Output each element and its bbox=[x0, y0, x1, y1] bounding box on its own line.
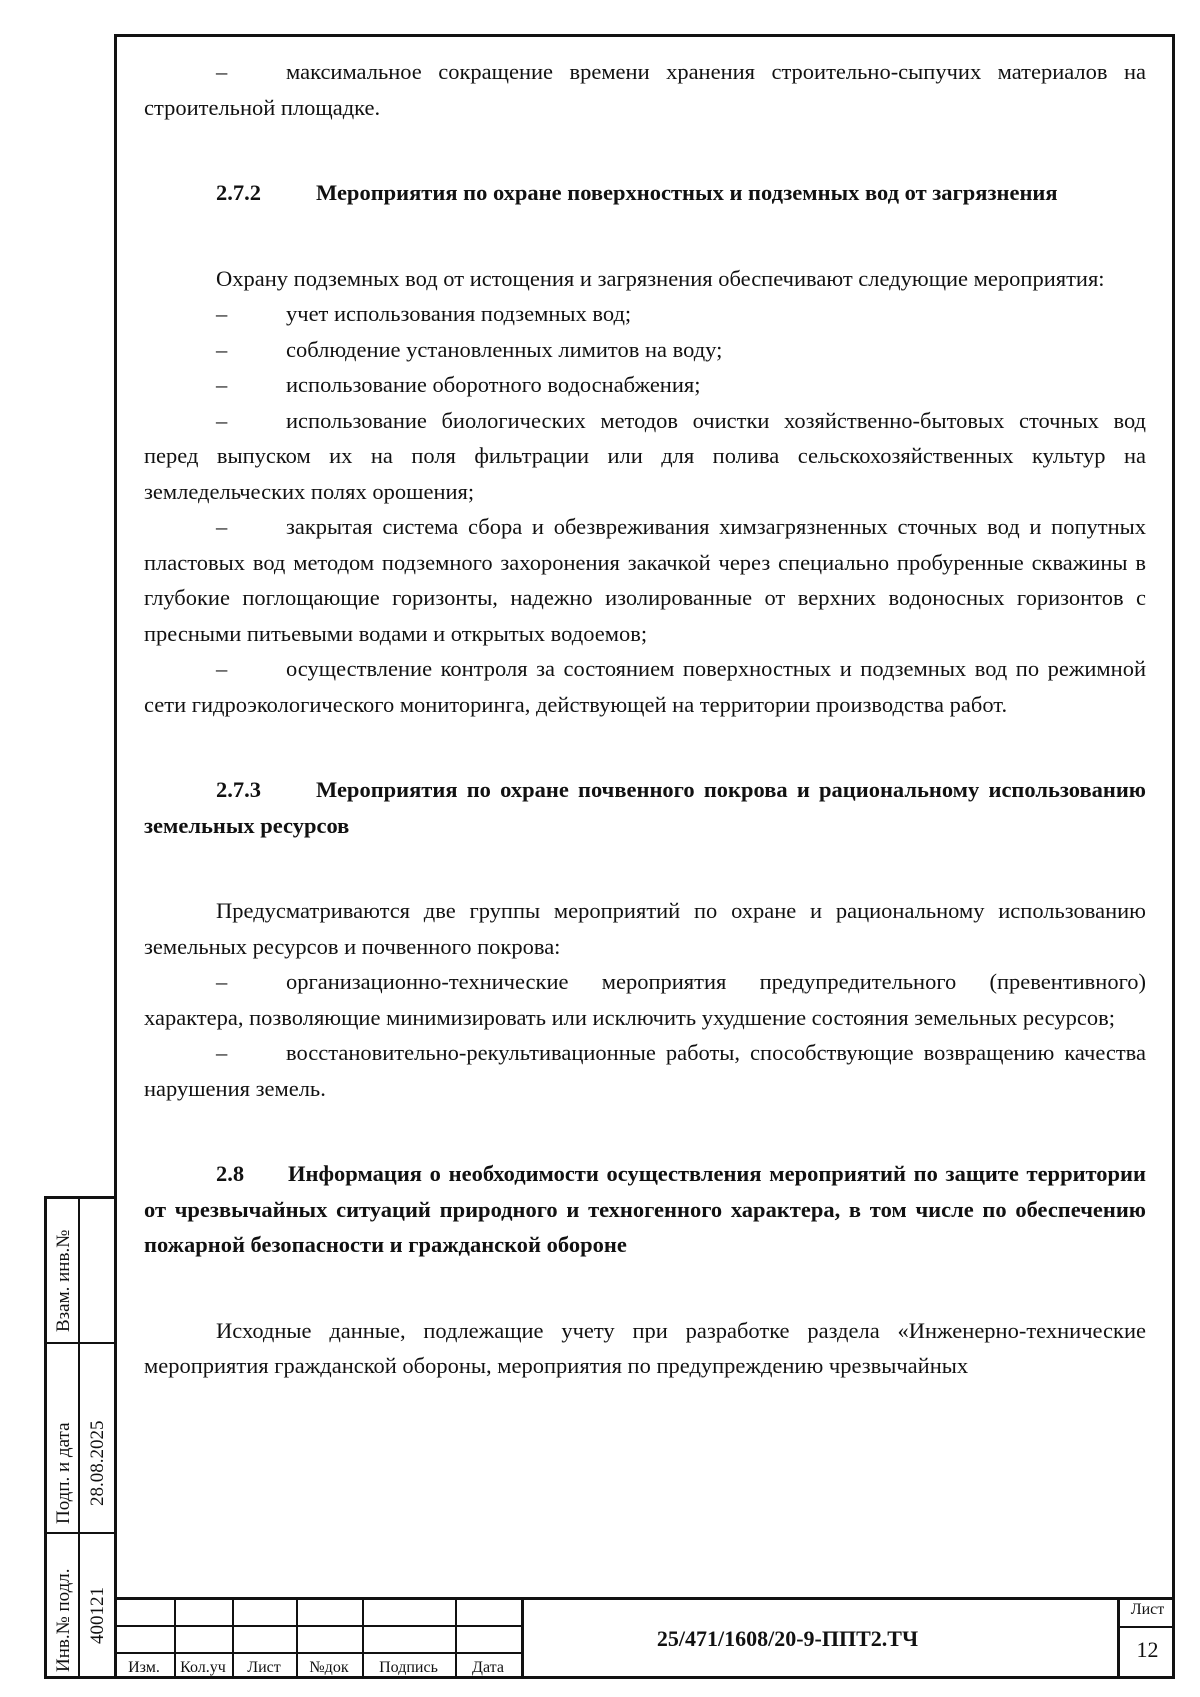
section-number: 2.7.2 bbox=[216, 180, 261, 205]
list-item-text: организационно-технические мероприятия предупредительного (превентивного) характера, позволяющие минимизировать или исключить ухудшение состояния земельных ресурсов; bbox=[144, 969, 1146, 1030]
section-title: Мероприятия по охране почвенного покрова и рациональному использованию земельных ресурсов bbox=[144, 777, 1146, 838]
section-title: Мероприятия по охране поверхностных и подземных вод от загрязнения bbox=[316, 180, 1058, 205]
dash-marker: – bbox=[216, 656, 228, 681]
list-item-text: использование биологических методов очистки хозяйственно-бытовых сточных вод перед выпуском их на поля фильтрации или для полива сельскохозяйственных культур на земледельческих полях орошения; bbox=[144, 407, 1146, 504]
dash-marker: – bbox=[216, 336, 228, 362]
stamp-label: Взам. инв.№ bbox=[53, 1229, 74, 1332]
list-item-text: осуществление контроля за состоянием поверхностных и подземных вод по режимной сети гидроэкологического мониторинга, действующей на территории производства работ. bbox=[144, 656, 1146, 717]
section-heading-2-7-2 bbox=[144, 175, 1146, 211]
section-heading-2-7-3 bbox=[144, 772, 1146, 843]
dash-marker: – bbox=[216, 301, 228, 326]
section-number: 2.8 bbox=[216, 1161, 245, 1186]
stamp-inventory-number: 400121 bbox=[87, 1587, 108, 1644]
list-item bbox=[144, 964, 1146, 1035]
stamp-label: Подп. и дата bbox=[53, 1422, 74, 1524]
col-label: Кол.уч bbox=[180, 1659, 226, 1676]
list-item bbox=[144, 54, 1146, 125]
list-item-text: учет использования подземных вод; bbox=[286, 301, 632, 326]
list-item bbox=[144, 296, 1146, 332]
list-item bbox=[144, 1035, 1146, 1106]
col-label: Подпись bbox=[379, 1659, 438, 1676]
stamp-date: 28.08.2025 bbox=[87, 1420, 108, 1506]
list-item bbox=[144, 403, 1146, 510]
dash-marker: – bbox=[216, 969, 228, 994]
title-block bbox=[114, 1599, 1175, 1679]
section-title: Информация о необходимости осуществления мероприятий по защите территории от чрезвычайных ситуаций природного и техногенного характера, в том числе по обеспечению пожарной безопасности и гражданской обороне bbox=[144, 1161, 1146, 1257]
paragraph: Охрану подземных вод от истощения и загрязнения обеспечивают следующие мероприятия: bbox=[216, 265, 1105, 291]
list-item-text: максимальное сокращение времени хранения строительно-сыпучих материалов на строительной площадке. bbox=[144, 59, 1146, 120]
col-label: Дата bbox=[472, 1659, 504, 1676]
paragraph: Исходные данные, подлежащие учету при разработке раздела «Инженерно-технические мероприятия гражданской обороны, мероприятия по предупреждению чрезвычайных bbox=[144, 1317, 1146, 1378]
stamp-cell-inv bbox=[47, 1534, 114, 1679]
dash-marker: – bbox=[216, 514, 228, 539]
sheet-box bbox=[1117, 1599, 1175, 1679]
col-label: №док bbox=[309, 1659, 349, 1676]
document-body bbox=[144, 54, 1146, 1384]
list-item-text: использование оборотного водоснабжения; bbox=[286, 372, 701, 397]
stamp-label: Инв.№ подл. bbox=[53, 1568, 74, 1672]
paragraph: Предусматриваются две группы мероприятий по охране и рациональному использованию земельных ресурсов и почвенного покрова: bbox=[144, 898, 1146, 959]
list-item bbox=[144, 332, 1146, 368]
dash-marker: – bbox=[216, 407, 228, 433]
stamp-cell-podp bbox=[47, 1344, 114, 1534]
side-stamp bbox=[44, 1196, 114, 1679]
list-item-text: соблюдение установленных лимитов на воду; bbox=[286, 336, 723, 362]
dash-marker: – bbox=[216, 1040, 228, 1065]
sheet-label: Лист bbox=[1130, 1601, 1165, 1618]
col-label: Изм. bbox=[128, 1659, 160, 1676]
section-heading-2-8 bbox=[144, 1156, 1146, 1263]
list-item bbox=[144, 367, 1146, 403]
dash-marker: – bbox=[216, 59, 228, 84]
sheet-number: 12 bbox=[1136, 1637, 1159, 1662]
col-label: Лист bbox=[247, 1659, 281, 1676]
list-item bbox=[144, 509, 1146, 651]
document-code: 25/471/1608/20-9-ППТ2.ТЧ bbox=[656, 1626, 919, 1651]
stamp-cell-vzam bbox=[47, 1199, 114, 1344]
revision-grid bbox=[114, 1599, 524, 1679]
list-item bbox=[144, 651, 1146, 722]
dash-marker: – bbox=[216, 372, 228, 397]
section-number: 2.7.3 bbox=[216, 777, 261, 802]
list-item-text: восстановительно-рекультивационные работы, способствующие возвращению качества нарушения земель. bbox=[144, 1040, 1146, 1101]
list-item-text: закрытая система сбора и обезвреживания химзагрязненных сточных вод и попутных пластовых вод методом подземного захоронения закачкой через специально пробуренные скважины в глубокие поглощающие горизонты, надежно изолированные от верхних водоносных горизонтов с пресными питьевыми водами и открытых водоемов; bbox=[144, 514, 1146, 646]
